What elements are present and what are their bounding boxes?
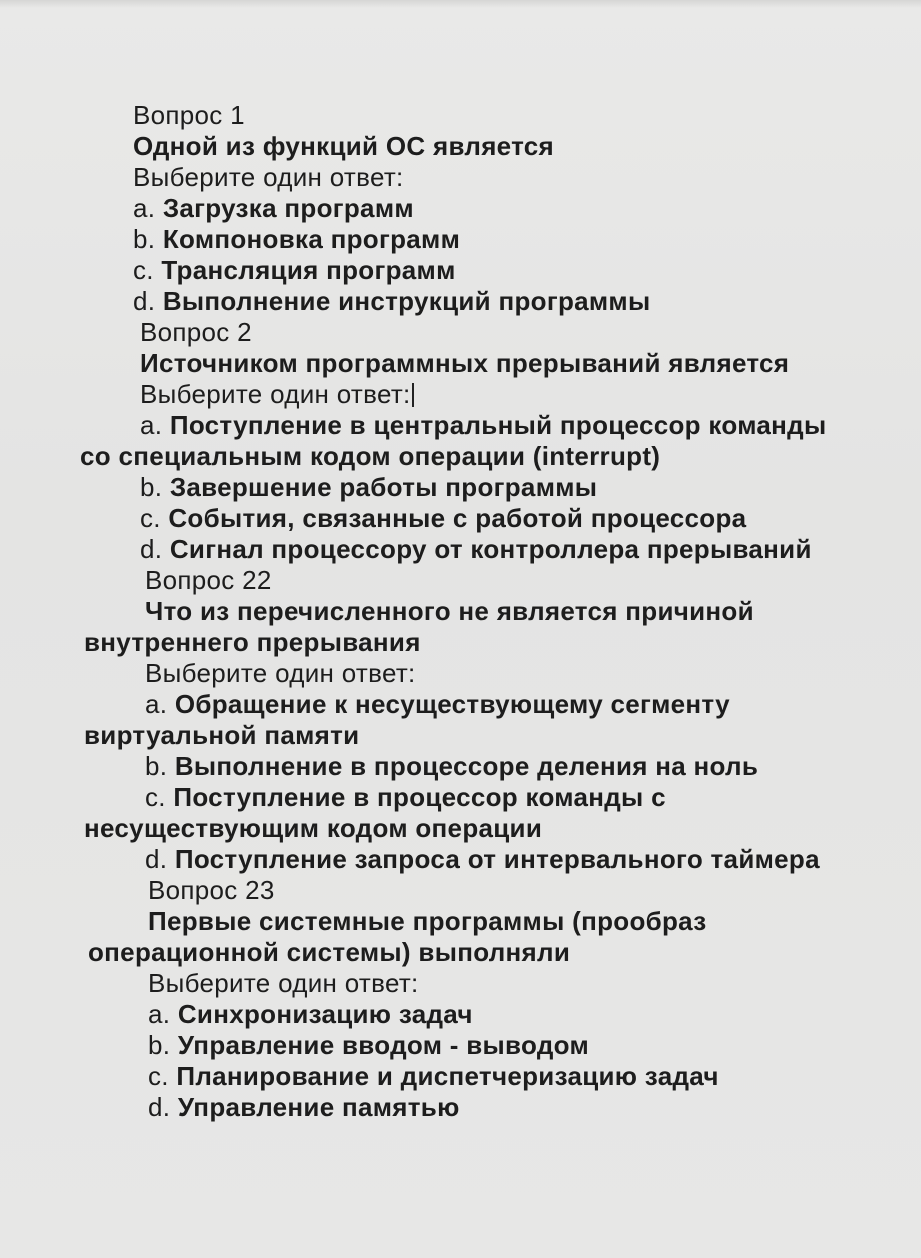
question-block (0, 317, 921, 565)
answer-option-key: a. (140, 410, 163, 440)
question-title-text: Вопрос 23 (148, 875, 275, 905)
answer-option-text: Синхронизацию задач (177, 999, 473, 1029)
question-text-line: внутреннего прерывания (84, 627, 421, 657)
answer-option-text: Управление вводом - выводом (177, 1030, 589, 1060)
answer-option[interactable] (0, 813, 921, 844)
answer-option-text: Поступление в процессор команды с (173, 782, 666, 812)
question-block (0, 100, 921, 317)
answer-option-key: a. (148, 999, 171, 1029)
answer-option-text: Планирование и диспетчеризацию задач (176, 1061, 719, 1091)
answer-option-text: Загрузка программ (162, 193, 414, 223)
question-text-line: Источником программных прерываний является (140, 348, 790, 378)
answer-hint-text: Выберите один ответ: (133, 162, 404, 192)
answer-option[interactable] (0, 441, 921, 472)
question-title-text: Вопрос 22 (145, 565, 272, 595)
answer-option[interactable] (0, 472, 921, 503)
answer-option-text: Поступление запроса от интервального таймера (174, 844, 820, 874)
question-text (0, 596, 921, 627)
answer-option-text: Выполнение в процессоре деления на ноль (174, 751, 759, 781)
question-title (0, 317, 921, 348)
answer-option-text: Компоновка программ (162, 224, 461, 254)
question-text (0, 627, 921, 658)
question-title (0, 100, 921, 131)
question-text (0, 937, 921, 968)
question-text (0, 131, 921, 162)
answer-option-text: со специальным кодом операции (interrupt) (80, 441, 661, 471)
answer-option[interactable] (0, 844, 921, 875)
answer-option-text: несуществующим кодом операции (84, 813, 543, 843)
answer-option[interactable] (0, 224, 921, 255)
text-cursor (412, 383, 414, 407)
answer-option-key: c. (140, 503, 161, 533)
answer-option[interactable] (0, 720, 921, 751)
answer-option-key: a. (133, 193, 156, 223)
answer-option-text: Завершение работы программы (169, 472, 598, 502)
question-text (0, 348, 921, 379)
question-text-line: операционной системы) выполняли (88, 937, 571, 967)
answer-option-text: Сигнал процессору от контроллера прерываний (169, 534, 812, 564)
answer-option-text: Трансляция программ (161, 255, 456, 285)
answer-hint-text: Выберите один ответ: (140, 379, 411, 409)
answer-option-key: b. (145, 751, 168, 781)
answer-option-text: Поступление в центральный процессор команды (169, 410, 827, 440)
answer-option[interactable] (0, 193, 921, 224)
answer-option-text: События, связанные с работой процессора (168, 503, 747, 533)
question-block (0, 875, 921, 1123)
answer-option-key: c. (133, 255, 154, 285)
answer-option[interactable] (0, 782, 921, 813)
answer-option[interactable] (0, 1061, 921, 1092)
answer-hint (0, 162, 921, 193)
answer-option-key: b. (140, 472, 163, 502)
monitor-top-edge (0, 0, 921, 8)
question-title-text: Вопрос 1 (133, 100, 245, 130)
answer-hint-text: Выберите один ответ: (148, 968, 419, 998)
answer-option-key: b. (133, 224, 156, 254)
question-title (0, 565, 921, 596)
question-text-line: Одной из функций ОС является (133, 131, 555, 161)
answer-option-key: a. (145, 689, 168, 719)
answer-option-key: d. (140, 534, 163, 564)
question-text-line: Первые системные программы (прообраз (148, 906, 707, 936)
answer-option-key: d. (133, 286, 156, 316)
answer-hint (0, 968, 921, 999)
answer-option[interactable] (0, 689, 921, 720)
answer-option[interactable] (0, 1092, 921, 1123)
answer-option-text: виртуальной памяти (84, 720, 360, 750)
answer-hint (0, 658, 921, 689)
question-title (0, 875, 921, 906)
answer-option[interactable] (0, 255, 921, 286)
answer-option-key: d. (145, 844, 168, 874)
document-body (0, 100, 921, 1123)
answer-option[interactable] (0, 999, 921, 1030)
answer-option-key: c. (148, 1061, 169, 1091)
answer-option[interactable] (0, 503, 921, 534)
answer-option-text: Управление памятью (177, 1092, 460, 1122)
answer-hint-text: Выберите один ответ: (145, 658, 416, 688)
answer-option[interactable] (0, 286, 921, 317)
question-block (0, 565, 921, 875)
answer-option-key: d. (148, 1092, 171, 1122)
answer-option-key: b. (148, 1030, 171, 1060)
answer-option[interactable] (0, 410, 921, 441)
answer-option-text: Выполнение инструкций программы (162, 286, 651, 316)
answer-option[interactable] (0, 1030, 921, 1061)
answer-option-text: Обращение к несуществующему сегменту (174, 689, 730, 719)
answer-hint (0, 379, 921, 410)
answer-option[interactable] (0, 534, 921, 565)
question-title-text: Вопрос 2 (140, 317, 252, 347)
question-text-line: Что из перечисленного не является причиной (145, 596, 754, 626)
question-text (0, 906, 921, 937)
answer-option-key: c. (145, 782, 166, 812)
answer-option[interactable] (0, 751, 921, 782)
